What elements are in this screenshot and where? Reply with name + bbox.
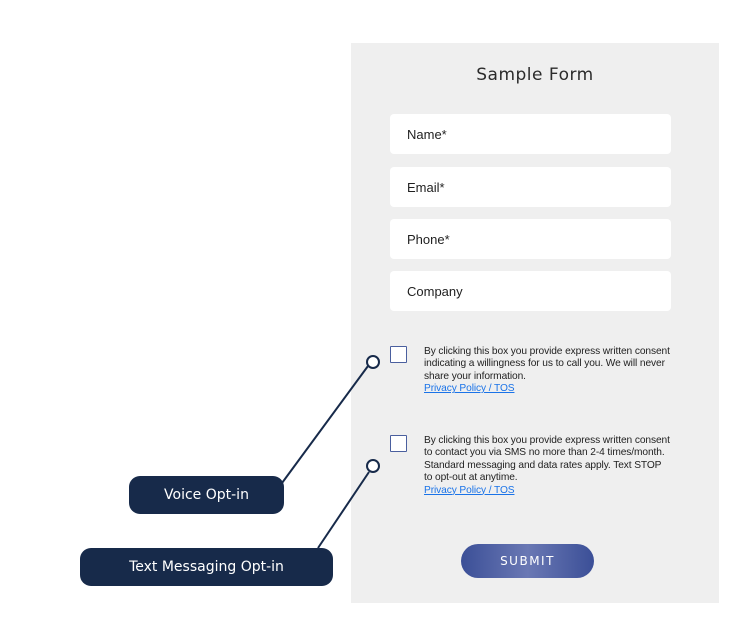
company-field[interactable] [390, 271, 671, 311]
sms-consent-checkbox[interactable] [390, 435, 407, 452]
voice-consent-checkbox[interactable] [390, 346, 407, 363]
form-title: Sample Form [476, 65, 594, 85]
sample-form-panel [351, 43, 719, 603]
sms-consent-text-block [424, 435, 672, 497]
phone-field[interactable] [390, 219, 671, 259]
email-field[interactable] [390, 167, 671, 207]
voice-consent-text: By clicking this box you provide express written consent indicating a willingness for us to call you. We will never share your information. [424, 346, 670, 382]
text-messaging-opt-in-callout: Text Messaging Opt-in [80, 548, 333, 586]
submit-button[interactable]: SUBMIT [461, 544, 594, 578]
voice-consent-text-block [424, 346, 672, 396]
sms-privacy-link[interactable]: Privacy Policy / TOS [424, 484, 515, 496]
voice-privacy-link[interactable]: Privacy Policy / TOS [424, 383, 515, 395]
name-field[interactable] [390, 114, 671, 154]
sms-consent-text: By clicking this box you provide express written consent to contact you via SMS no more than 2-4 times/month. Standard messaging and data rates apply. Text STOP to opt-out at anytime. [424, 435, 670, 484]
voice-opt-in-callout: Voice Opt-in [129, 476, 284, 514]
